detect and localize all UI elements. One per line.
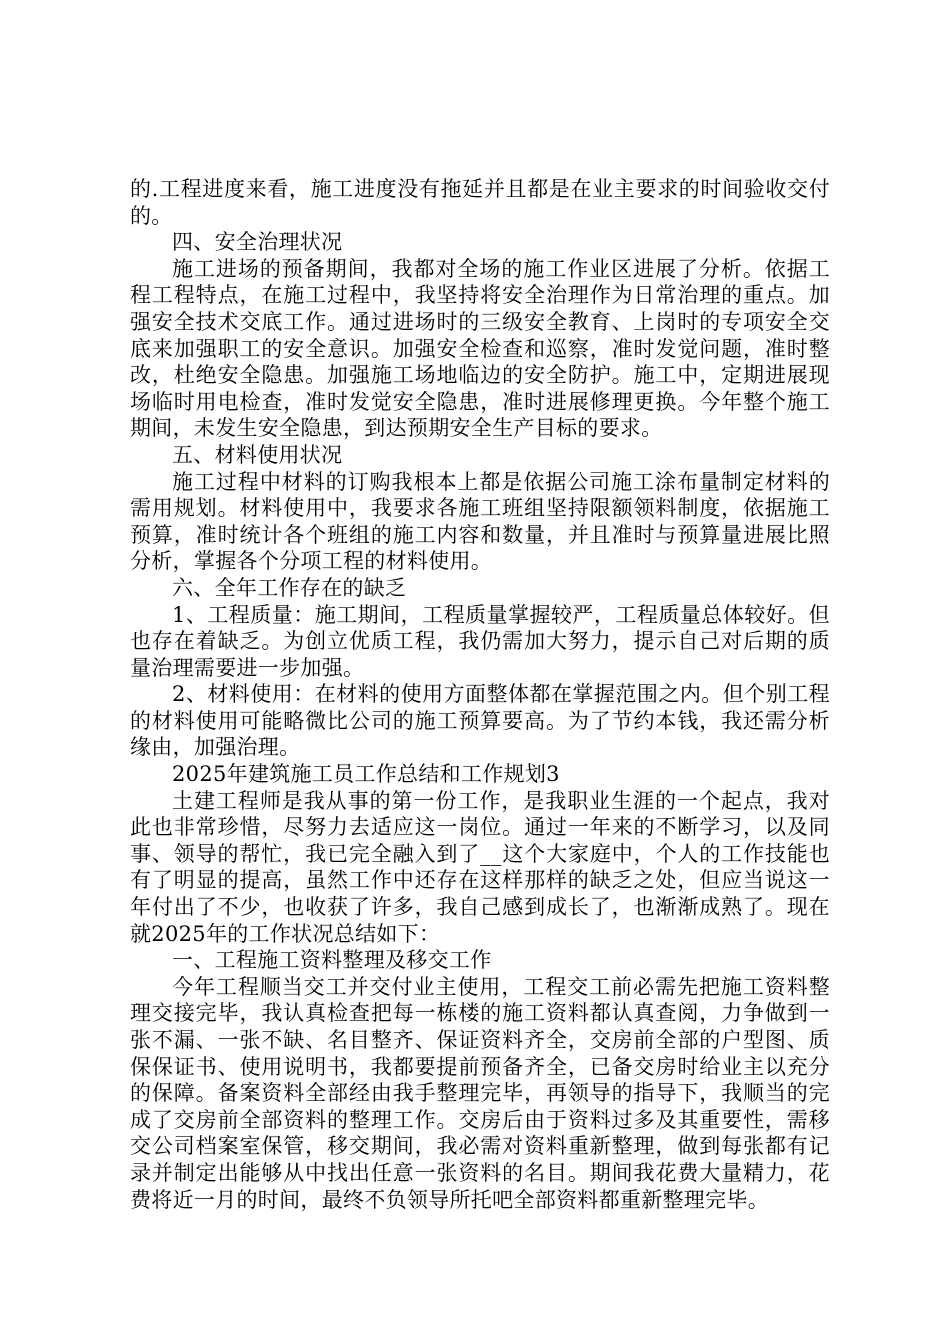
section-heading-safety: 四、安全治理状况 — [172, 230, 343, 255]
body-paragraph: 2、材料使用：在材料的使用方面整体都在掌握范围之内。但个别工程的材料使用可能略微比公司的施工预算要高。为了节约本钱，我还需分析缘由，加强治理。 — [130, 682, 830, 760]
section-heading-records: 一、工程施工资料整理及移交工作 — [172, 948, 492, 973]
body-paragraph: 施工过程中材料的订购我根本上都是依据公司施工涂布量制定材料的需用规划。材料使用中，我要求各施工班组坚持限额领料制度，依据施工预算，准时统计各个班组的施工内容和数量，并且准时与预算量进展比照分析，掌握各个分项工程的材料使用。 — [130, 469, 830, 574]
body-paragraph: 今年工程顺当交工并交付业主使用，工程交工前必需先把施工资料整理交接完毕，我认真检查把每一栋楼的施工资料都认真查阅，力争做到一张不漏、一张不缺、名目整齐、保证资料齐全，交房前全部的户型图、质保保证书、使用说明书，我都要提前预备齐全，已备交房时给业主以充分的保障。备案资料全部经由我手整理完毕，再领导的指导下，我顺当的完成了交房前全部资料的整理工作。交房后由于资料过多及其重要性，需移交公司档案室保管，移交期间，我必需对资料重新整理，做到每张都有记录并制定出能够从中找出任意一张资料的名目。期间我花费大量精力，花费将近一月的时间，最终不负领导所托吧全部资料都重新整理完毕。 — [130, 974, 830, 1212]
document-title: 2025年建筑施工员工作总结和工作规划3 — [172, 762, 560, 787]
body-paragraph: 1、工程质量：施工期间，工程质量掌握较严，工程质量总体较好。但也存在着缺乏。为创立优质工程，我仍需加大努力，提示自己对后期的质量治理需要进一步加强。 — [130, 602, 830, 680]
body-paragraph: 的.工程进度来看，施工进度没有拖延并且都是在业主要求的时间验收交付的。 — [130, 177, 830, 228]
document-page — [130, 176, 830, 1213]
body-paragraph: 施工进场的预备期间，我都对全场的施工作业区进展了分析。依据工程工程特点，在施工过程中，我坚持将安全治理作为日常治理的重点。加强安全技术交底工作。通过进场时的三级安全教育、上岗时的专项安全交底来加强职工的安全意识。加强安全检查和巡察，准时发觉问题，准时整改，杜绝安全隐患。加强施工场地临边的安全防护。施工中，定期进展现场临时用电检查，准时发觉安全隐患，准时进展修理更换。今年整个施工期间，未发生安全隐患，到达预期安全生产目标的要求。 — [130, 256, 830, 441]
section-heading-materials: 五、材料使用状况 — [172, 442, 343, 467]
body-paragraph: 土建工程师是我从事的第一份工作，是我职业生涯的一个起点，我对此也非常珍惜，尽努力去适应这一岗位。通过一年来的不断学习，以及同事、领导的帮忙，我已完全融入到了__这个大家庭中，个人的工作技能也有了明显的提高，虽然工作中还存在这样那样的缺乏之处，但应当说这一年付出了不少，也收获了许多，我自己感到成长了，也渐渐成熟了。现在就2025年的工作状况总结如下： — [130, 788, 830, 946]
section-heading-shortcomings: 六、全年工作存在的缺乏 — [172, 575, 407, 600]
